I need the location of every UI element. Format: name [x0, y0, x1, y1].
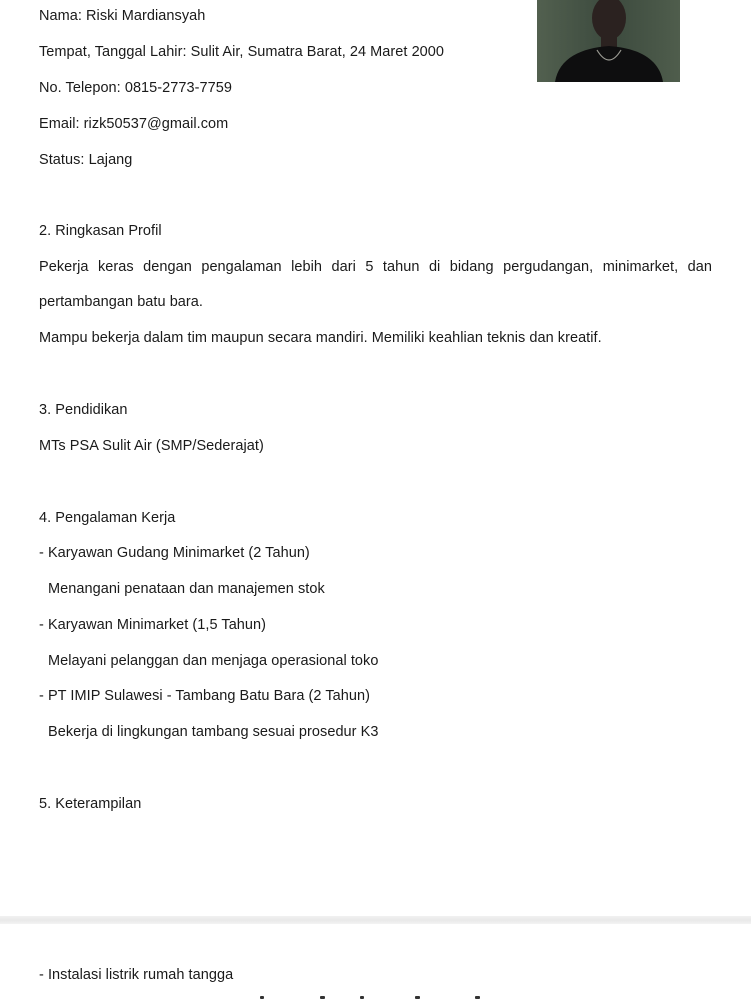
phone-line: No. Telepon: 0815-2773-7759 [39, 80, 232, 96]
cut-off-text-fragment [250, 996, 510, 1000]
profile-heading: 2. Ringkasan Profil [39, 223, 162, 239]
profile-text-line-2: pertambangan batu bara. [39, 294, 203, 310]
profile-text-line-3: Mampu bekerja dalam tim maupun secara mandiri. Memiliki keahlian teknis dan kreatif. [39, 330, 602, 346]
experience-item-title: - Karyawan Gudang Minimarket (2 Tahun) [39, 545, 310, 561]
experience-item-title: - Karyawan Minimarket (1,5 Tahun) [39, 617, 267, 633]
experience-item-title: - PT IMIP Sulawesi - Tambang Batu Bara (2 Tahun) [39, 688, 370, 704]
experience-item-desc: Melayani pelanggan dan menjaga operasional toko [48, 653, 379, 669]
experience-item-desc: Menangani penataan dan manajemen stok [48, 581, 325, 597]
email-line: Email: rizk50537@gmail.com [39, 116, 229, 132]
profile-photo [537, 0, 680, 82]
birth-line: Tempat, Tanggal Lahir: Sulit Air, Sumatra Barat, 24 Maret 2000 [39, 44, 445, 60]
skill-item: - Instalasi listrik rumah tangga [39, 967, 234, 983]
education-heading: 3. Pendidikan [39, 402, 128, 418]
experience-heading: 4. Pengalaman Kerja [39, 510, 176, 526]
education-school: MTs PSA Sulit Air (SMP/Sederajat) [39, 438, 264, 454]
status-line: Status: Lajang [39, 152, 133, 168]
page-break [0, 916, 751, 924]
experience-item-desc: Bekerja di lingkungan tambang sesuai prosedur K3 [48, 724, 379, 740]
skills-heading: 5. Keterampilan [39, 796, 142, 812]
document-page-2 [0, 924, 751, 1000]
profile-text-line-1: Pekerja keras dengan pengalaman lebih dari 5 tahun di bidang pergudangan, minimarket, dan [39, 259, 712, 275]
name-line: Nama: Riski Mardiansyah [39, 8, 206, 24]
